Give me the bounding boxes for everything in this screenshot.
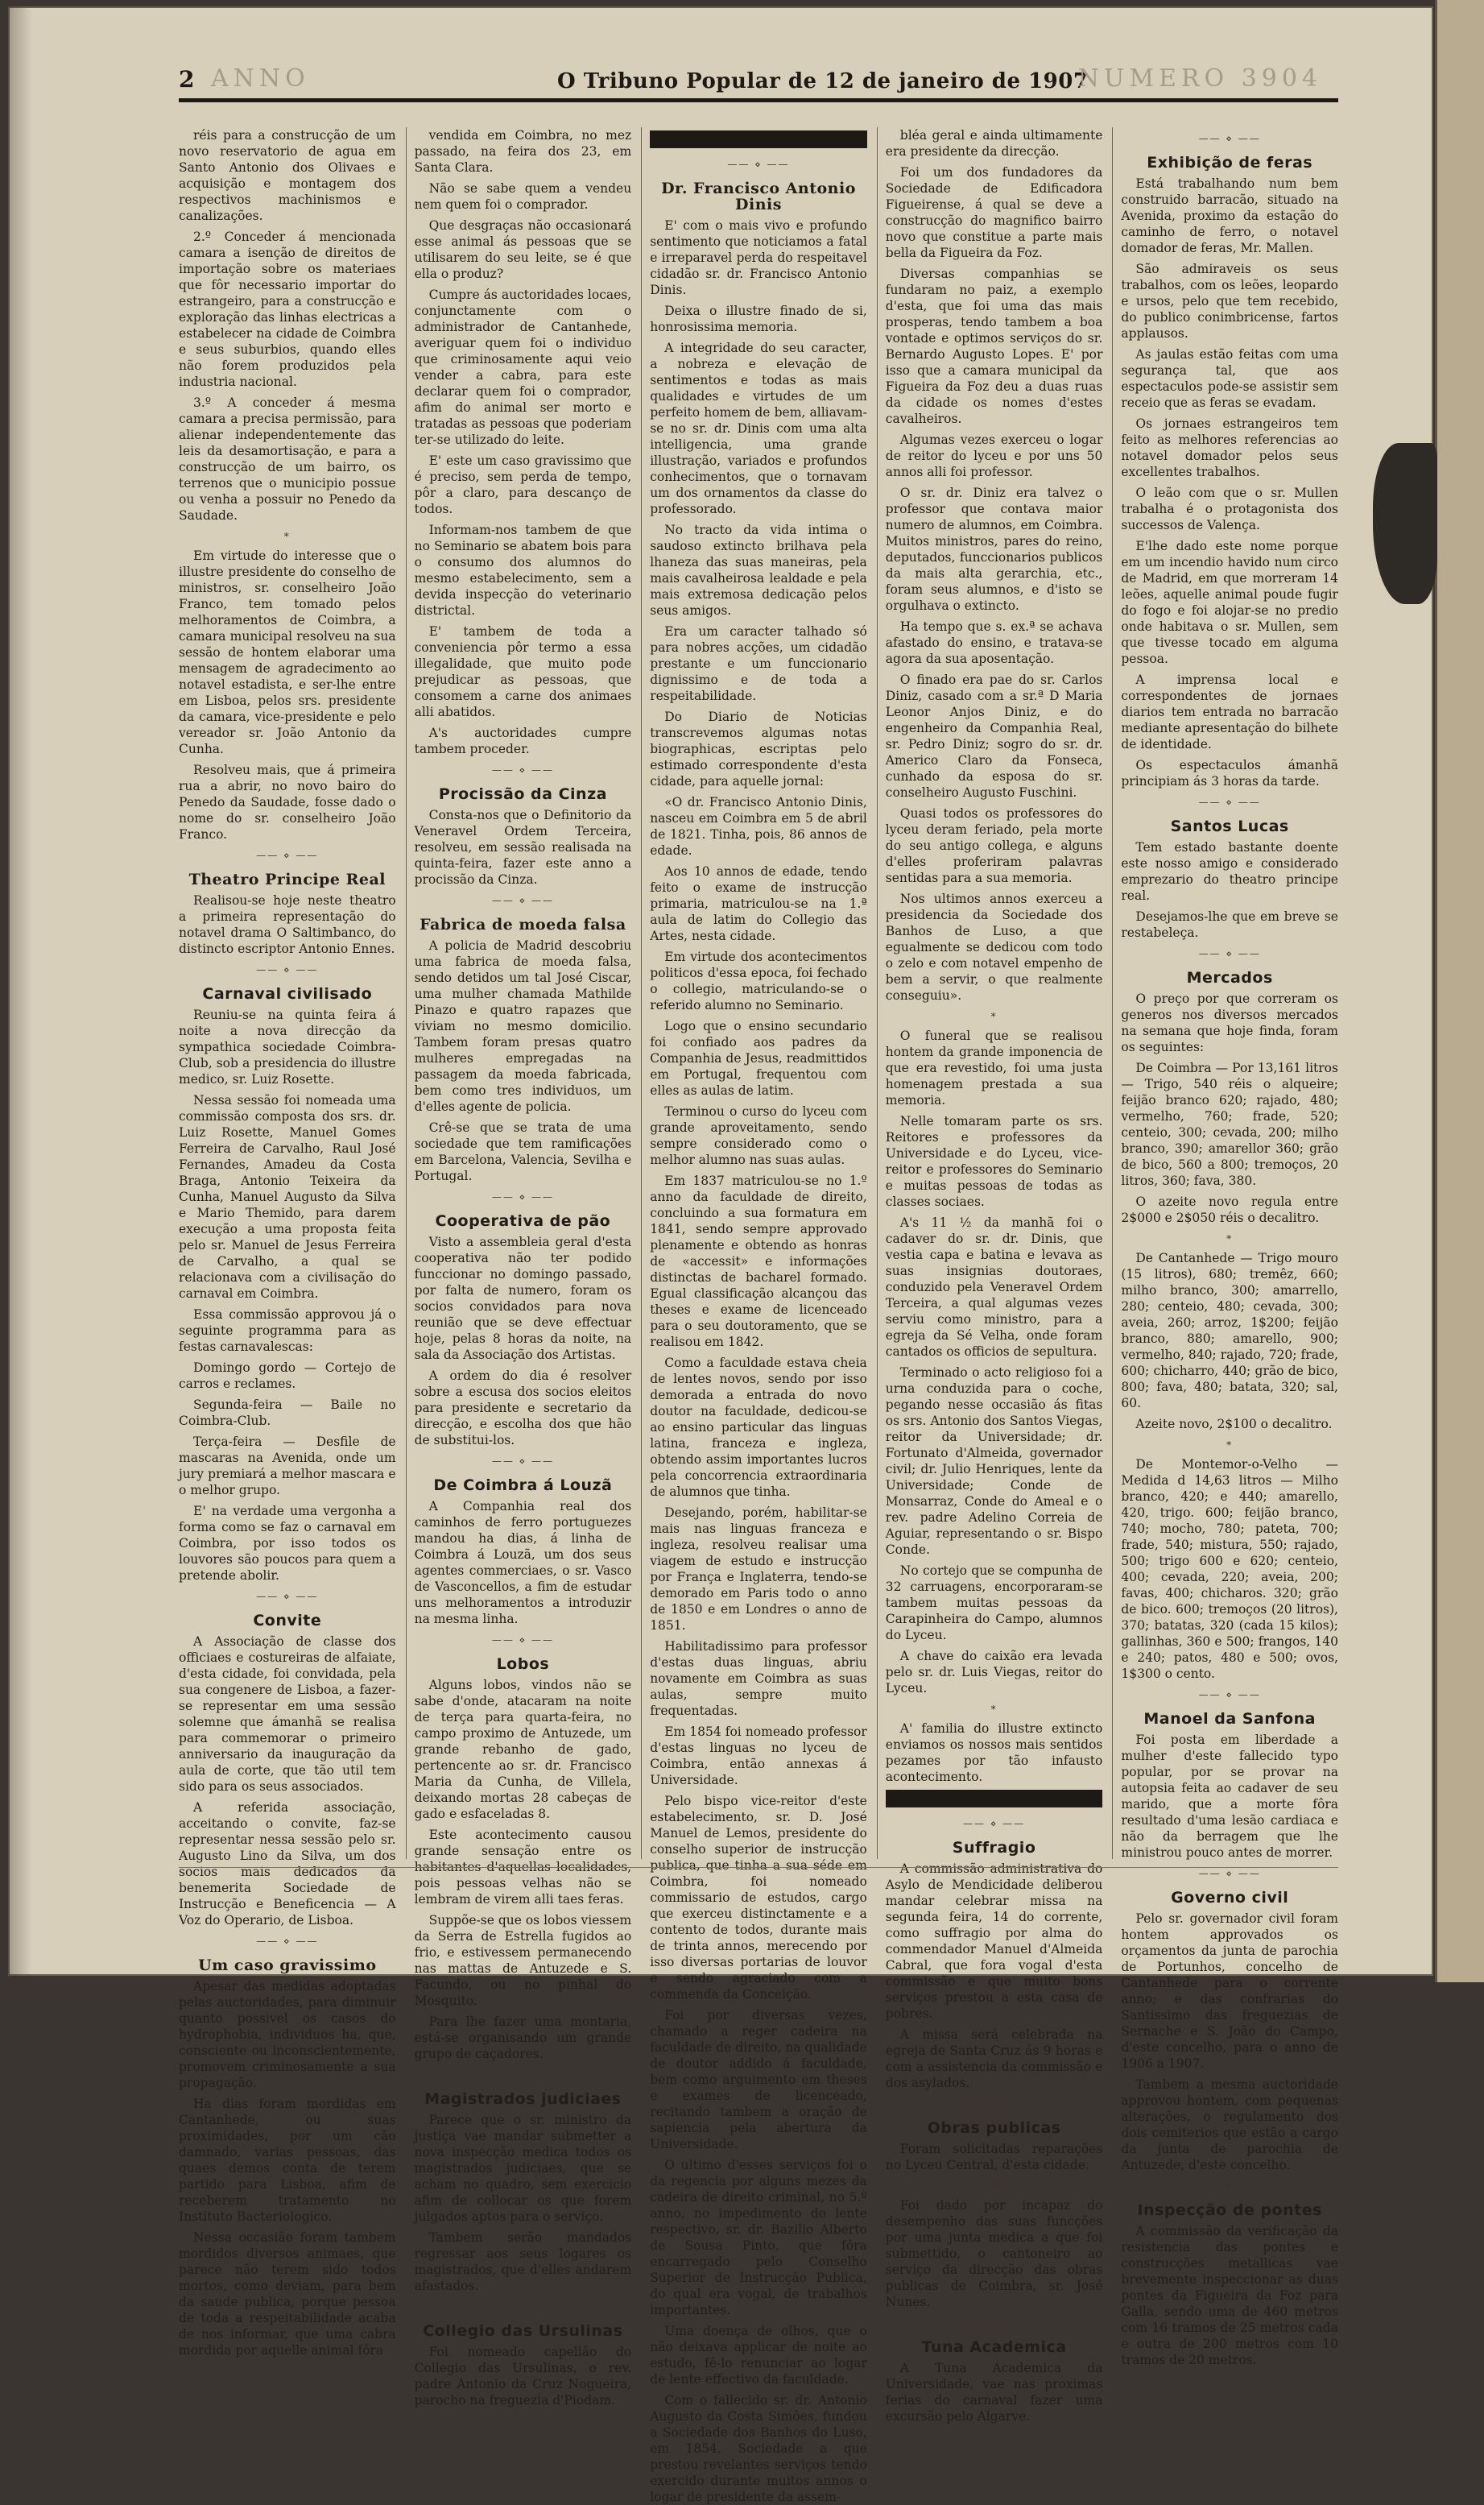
paragraph: Para lhe fazer uma montaria, está-se organisando um grande grupo de caçadores. bbox=[414, 2014, 632, 2061]
paragraph: Algumas vezes exerceu o logar de reitor do lyceu e por uns 50 annos alli foi professor. bbox=[885, 433, 1103, 479]
section-ornament: * bbox=[1226, 1439, 1234, 1451]
paragraph: Nos ultimos annos exerceu a presidencia da Sociedade dos Banhos de Luso, a que egualmente se dedicou com todo o zelo e com notavel empenho de bem a servir, o que realmente conseguiu». bbox=[885, 892, 1103, 1003]
paragraph: Desejamos-lhe que em breve se restabeleça. bbox=[1121, 909, 1338, 940]
footer-rule bbox=[179, 1867, 1338, 1868]
paragraph: O azeite novo regula entre 2$000 e 2$050 réis o decalitro. bbox=[1121, 1195, 1338, 1225]
paragraph: Foram solicitadas reparações no Lyceu Central, d'esta cidade. bbox=[885, 2142, 1103, 2172]
article-heading: Inspecção de pontes bbox=[1137, 2201, 1322, 2219]
heading-ornament: —— ⋄ —— bbox=[491, 2301, 554, 2312]
paragraph: E' tambem de toda a conveniencia pôr termo a essa illegalidade, que muito pode prejudicar as pessoas, que consomem a carne dos animaes alli abatidos. bbox=[414, 624, 632, 719]
section-ornament: * bbox=[1226, 1233, 1234, 1244]
bleed-through-text-left: ANNO bbox=[211, 64, 310, 93]
paragraph: O ultimo d'esses serviços foi o da regencia por alguns mezes da cadeira de direito criminal, no 5.º anno, no impedimento do lente respectivo, sr. dr. Bazilio Alberto de Sousa Pinto, que fôra encarregado pelo Conselho Superior de Instrucção Publica, do qual era vogal, de trabalhos importantes. bbox=[650, 2158, 867, 2317]
article-heading: Obras publicas bbox=[927, 2119, 1061, 2137]
paragraph: Crê-se que se trata de uma sociedade que tem ramificações em Barcelona, Valencia, Sevilha e Portugal. bbox=[414, 1120, 632, 1183]
paragraph: Em virtude do interesse que o illustre presidente do conselho de ministros, sr. conselheiro João Franco, tem tomado pelos melhoramentos de Coimbra, a camara municipal resolveu na sua sessão de hontem elaborar uma mensagem de agradecimento ao notavel estadista, e ser-lhe entre em Lisboa, pelos srs. presidente da camara, vice-presidente e pelo vereador sr. João Antonio da Cunha. bbox=[179, 549, 396, 756]
header-rule bbox=[179, 98, 1338, 102]
paragraph: Aos 10 annos de edade, tendo feito o exame de instrucção primaria, matriculou-se na 1.ª aula de latim do Collegio das Artes, nesta cidade. bbox=[650, 864, 867, 943]
paragraph: A Associação de classe dos officiaes e costureiras de alfaiate, d'esta cidade, foi convidada, pela sua congenere de Lisboa, a fazer-se representar em uma sessão solemne que ámanhã se realisa para commemorar o primeiro anniversario da inauguração da aula de corte, que tão util tem sido para os seus associados. bbox=[179, 1634, 396, 1794]
paragraph: A ordem do dia é resolver sobre a escusa dos socios eleitos para presidente e secretario da direcção, e escolha dos que hão de substitui-los. bbox=[414, 1368, 632, 1447]
paragraph: Terminou o curso do lyceu com grande aproveitamento, sendo sempre considerado como o melhor alumno nas suas aulas. bbox=[650, 1104, 867, 1167]
paragraph: Em virtude dos acontecimentos politicos d'essa epoca, foi fechado o collegio, matriculando-se o referido alumno no Seminario. bbox=[650, 950, 867, 1012]
page-fold-shadow bbox=[8, 6, 32, 1976]
paragraph: A referida associação, acceitando o convite, faz-se representar nessa sessão pelo sr. Augusto Lino da Silva, um dos socios mais dedicados da benemerita Sociedade de Instrucção e Beneficencia — A Voz do Operario, de Lisboa. bbox=[179, 1800, 396, 1927]
section-ornament: * bbox=[990, 1011, 998, 1022]
paragraph: A commissão da verificação da resistencia das pontes e construcções metallicas vae brevemente inspeccionar as duas pontes da Figueira da Foz para Galla, sendo uma de 460 metros com 16 tramos de 25 metros cada e outra de 200 metros com 10 tramos de 20 metros. bbox=[1121, 2224, 1338, 2367]
paragraph: Essa commissão approvou já o seguinte programma para as festas carnavalescas: bbox=[179, 1307, 396, 1354]
paragraph: Azeite novo, 2$100 o decalitro. bbox=[1135, 1417, 1333, 1431]
paragraph: A commissão administrativa do Asylo de Mendicidade deliberou mandar celebrar missa na segunda feira, 14 do corrente, como suffragio por alma do commendador Manuel d'Almeida Cabral, que fora vogal d'esta commissão e que muito bons serviços prestou a esta casa de pobres. bbox=[885, 1861, 1103, 2021]
paragraph: Apesar das medidas adoptadas pelas auctoridades, para diminuir quanto possivel os casos do hydrophobia, individuos ha, que, consciente ou inconscientemente, promovem criminosamente a sua propagação. bbox=[179, 1979, 396, 2090]
paragraph: A's 11 ½ da manhã foi o cadaver do sr. dr. Dinis, que vestia capa e batina e levava as suas insignias doutoraes, conduzido pela Veneravel Ordem Terceira, a qual algumas vezes serviu como ministro, para a egreja da Sé Velha, onde foram cantados os officios de sepultura. bbox=[885, 1215, 1103, 1359]
paragraph: Tambem serão mandados regressar aos seus logares os magistrados, que d'elles andarem afastados. bbox=[414, 2230, 632, 2293]
article-heading: Exhibição de feras bbox=[1147, 154, 1313, 172]
paragraph: Reuniu-se na quinta feira á noite a nova direcção da sympathica sociedade Coimbra-Club, sob a presidencia do illustre medico, sr. Luiz Rosette. bbox=[179, 1008, 396, 1087]
paragraph: Em 1837 matriculou-se no 1.º anno da faculdade de direito, concluindo a sua formatura em 1841, sendo sempre approvado plenamente e obtendo as honras de «accessit» e informações distinctas de bacharel formado. Egual classificação alcançou das theses e exame de licenceado para o seu doutoramento, que se realisou em 1842. bbox=[650, 1174, 867, 1349]
paragraph: Com o fallecido sr. dr. Antonio Augusto da Costa Simões, fundou a Sociedade dos Banhos do Luso, em 1854, Sociedade a que prestou revelantes serviços tendo exercido durante muitos annos o logar de presidente da assem- bbox=[650, 2393, 867, 2504]
heading-ornament: —— ⋄ —— bbox=[1198, 2180, 1261, 2192]
paragraph: Desejando, porém, habilitar-se mais nas linguas franceza e ingleza, resolveu realisar uma viagem de estudo e instrucção por França e Inglaterra, tendo-se demorado em Paris todo o anno de 1850 e em Londres o anno de 1851. bbox=[650, 1505, 867, 1633]
paragraph: Os jornaes estrangeiros tem feito as melhores referencias ao notavel domador pelos seus excellentes trabalhos. bbox=[1121, 416, 1338, 479]
paragraph: réis para a construcção de um novo reservatorio de agua em Santo Antonio dos Olivaes e acquisição e montagem dos respectivos machinismos e canalizações. bbox=[179, 128, 396, 223]
paragraph: De Montemor-o-Velho — Medida d 14,63 litros — Milho branco, 420; e 440; amarello, 420, trigo. 600; feijão branco, 740; mocho, 780; pateta, 700; frade, 540; mistura, 550; rajado, 500; trigo 600 e 620; centeio, 400; cevada, 220; aveia, 200; favas, 400; chicharos. 320; grão de bico. 600; tremoços (20 litros), 370; batatas, 320 (cada 15 kilos); gallinhas, 360 e 500; frangos, 140 e 240; patos, 480 e 500; ovos, 1$300 o cento. bbox=[1121, 1457, 1338, 1681]
paragraph: Ha dias foram mordidas em Cantanhede, ou suas proximidades, por um cão damnado, varias pessoas, das quaes demos conta de terem partido para Lisboa, afim de receberem tratamento no Instituto Bacteriologico. bbox=[179, 2097, 396, 2224]
adjacent-page-edge bbox=[1435, 0, 1484, 1982]
heading-ornament: —— ⋄ —— bbox=[1198, 797, 1261, 808]
paragraph: Que desgraças não occasionará esse animal ás pessoas que se utilisarem do seu leite, se é que ella o produz? bbox=[414, 218, 632, 281]
paragraph: Terminado o acto religioso foi a urna conduzida para o coche, pegando nesse occasião ás fitas os srs. Antonio dos Santos Viegas, reitor da Universidade; dr. Fortunato d'Almeida, governador civil; dr. Julio Henriques, lente da Universidade; Conde de Monsarraz, Conde do Ameal e o rev. padre Adelino Correia de Aguiar, representando o sr. Bispo Conde. bbox=[885, 1365, 1103, 1557]
paragraph: A Tuna Academica da Universidade, vae nas proximas ferias do carnaval fazer uma excursão pelo Algarve. bbox=[885, 2361, 1103, 2424]
paragraph: Segunda-feira — Baile no Coimbra-Club. bbox=[179, 1397, 396, 1428]
paragraph: Cumpre ás auctoridades locaes, conjunctamente com o administrador de Cantanhede, averiguar quem foi o individuo que criminosamente aqui veio vender a cabra, para este declarar quem foi o comprador, afim do animal ser morto e tratadas as pessoas que poderiam ter-se utilizado do leite. bbox=[414, 288, 632, 447]
article-heading: Fabrica de moeda falsa bbox=[420, 916, 626, 934]
article-heading: Cooperativa de pão bbox=[435, 1212, 611, 1230]
paragraph: Nessa sessão foi nomeada uma commissão composta dos srs. dr. Luiz Rosette, Manuel Gomes Ferreira de Carvalho, Raul José Fernandes, Amadeu da Costa Braga, Antonio Teixeira da Cunha, Manuel Augusto da Silva e Mario Themido, para darem execução a uma proposta feita pelo sr. Manuel de Jesus Ferreira de Carvalho, a qual se relacionava com a civilisação do carnaval em Coimbra. bbox=[179, 1093, 396, 1301]
paragraph: «O dr. Francisco Antonio Dinis, nasceu em Coimbra em 5 de abril de 1821. Tinha, pois, 86 annos de edade. bbox=[650, 795, 867, 858]
paragraph: Logo que o ensino secundario foi confiado aos padres da Companhia de Jesus, readmittidos em Portugal, frequentou com elles as aulas de latim. bbox=[650, 1019, 867, 1098]
article-heading: Theatro Principe Real bbox=[188, 871, 387, 888]
heading-ornament: —— ⋄ —— bbox=[1198, 133, 1261, 144]
paragraph: Tem estado bastante doente este nosso amigo e considerado emprezario do theatro principe real. bbox=[1121, 840, 1338, 903]
paragraph: Era um caracter talhado só para nobres acções, um cidadão prestante e um funccionario dignissimo e de toda a respeitabilidade. bbox=[650, 624, 867, 703]
section-ornament: * bbox=[990, 2180, 998, 2192]
paragraph: De Cantanhede — Trigo mouro (15 litros), 680; tremêz, 660; milho branco, 300; amarrello, 280; centeio, 480; cevada, 300; aveia, 260; arroz, 1$200; feijão branco, 880; amarello, 900; vermelho, 840; rajado, 720; frade, 600; chicharro, 440; grão de bico, 800; fava, 480; batata, 320; sal, 60. bbox=[1121, 1251, 1338, 1410]
paragraph: Parece que o sr. ministro da justiça vae mandar submetter a nova inspecção medica todos os magistrados judiciaes, que se acham no quadro, sem exercicio afim de collocar os que forem julgados aptos para o serviço. bbox=[414, 2113, 632, 2224]
article-heading: Santos Lucas bbox=[1170, 818, 1289, 835]
column-1 bbox=[179, 127, 396, 2358]
paragraph: 3.º A conceder á mesma camara a precisa permissão, para alienar independentemente das leis da desamortisação, e para a construcção de um bairro, os terrenos que o municipio possue ou venha a possuir no Penedo da Saudade. bbox=[179, 395, 396, 523]
paragraph: Pelo bispo vice-reitor d'este estabelecimento, sr. D. José Manuel de Lemos, presidente do conselho superior de instrucção publica, que tinha a sua séde em Coimbra, foi nomeado commissario de estudos, cargo que exerceu distinctamente e a contento de todos, durante mais de trinta annos, merecendo por isso diversas portarias de louvor e sendo agraciado com a commenda da Conceição. bbox=[650, 1794, 867, 2002]
paragraph: O sr. dr. Diniz era talvez o professor que contava maior numero de alumnos, em Coimbra. Muitos ministros, pares do reino, deputados, funccionarios publicos da mais alta gerarchia, etc., foram seus alumnos, e d'isto se orgulhava o extincto. bbox=[885, 486, 1103, 613]
paragraph: No cortejo que se compunha de 32 carruagens, encorporaram-se tambem muitas pessoas da Carapinheira do Campo, alumnos do Lyceu. bbox=[885, 1563, 1103, 1642]
paragraph: Terça-feira — Desfile de mascaras na Avenida, onde um jury premiará a melhor mascara e o melhor grupo. bbox=[179, 1435, 396, 1497]
paragraph: Suppõe-se que os lobos viessem da Serra de Estrella fugidos ao frio, e estivessem permanecendo nas mattas de Antuzede e S. Facundo, ou no pinhal do Mosquito. bbox=[414, 1913, 632, 2008]
heading-ornament: —— ⋄ —— bbox=[963, 2317, 1026, 2329]
heading-ornament: —— ⋄ —— bbox=[256, 1591, 319, 1602]
paragraph: E' este um caso gravissimo que é preciso, sem perda de tempo, pôr a claro, para descanço de todos. bbox=[414, 453, 632, 516]
heading-ornament: —— ⋄ —— bbox=[256, 850, 319, 861]
paragraph: Uma doença de olhos, que o não deixava applicar de noite ao estudo, fê-lo renunciar ao logar de lente effectivo da faculdade. bbox=[650, 2324, 867, 2387]
paragraph: Os espectaculos ámanhã principiam ás 3 horas da tarde. bbox=[1121, 758, 1338, 789]
paragraph: De Coimbra — Por 13,161 litros — Trigo, 540 réis o alqueire; feijão branco 620; rajado, 480; vermelho, 760; frade, 520; centeio, 300; cevada, 200; milho branco, 390; amarellor 360; grão de bico, 560 a 800; tremoços, 20 litros, 360; fava, 380. bbox=[1121, 1061, 1338, 1188]
paragraph: Foi por diversas vezes, chamado a reger cadeira na faculdade de direito, na qualidade de doutor addido á faculdade, bem como arguimento em theses e exames de licenceado, recitando tambem a oração de sapiencia pela abertura da Universidade. bbox=[650, 2008, 867, 2151]
paragraph: O funeral que se realisou hontem da grande imponencia de que era revestido, foi uma justa homenagem prestada a sua memoria. bbox=[885, 1029, 1103, 1108]
masthead: O Tribuno Popular de 12 de janeiro de 1907 bbox=[557, 69, 1089, 93]
paragraph: Habilitadissimo para professor d'estas duas linguas, abriu novamente em Coimbra as suas aulas, sempre muito frequentadas. bbox=[650, 1639, 867, 1718]
paragraph: A' familia do illustre extincto enviamos os nossos mais sentidos pezames por tão infausto acontecimento. bbox=[885, 1721, 1103, 1784]
heading-ornament: —— ⋄ —— bbox=[1198, 948, 1261, 959]
mourning-bar bbox=[886, 1790, 1103, 1807]
paragraph: Ha tempo que s. ex.ª se achava afastado do ensino, e tratava-se agora da sua aposentação. bbox=[885, 619, 1103, 666]
paragraph: Foi posta em liberdade a mulher d'este fallecido typo popular, por se provar na autopsia feita ao cadaver de seu marido, que a morte fôra resultado d'uma lesão cardiaca e não da berragem que lhe ministrou pouco antes de morrer. bbox=[1121, 1733, 1338, 1860]
heading-ornament: —— ⋄ —— bbox=[1198, 1868, 1261, 1879]
paragraph: Tambem a mesma auctoridade approvou hontem, com pequenas alterações, o regulamento dos dois cemiterios que estão a cargo da junta de parochia de Antuzede, d'este concelho. bbox=[1121, 2077, 1338, 2172]
paragraph: O preço por que correram os generos nos diversos mercados na semana que hoje finda, foram os seguintes: bbox=[1121, 992, 1338, 1054]
heading-ornament: —— ⋄ —— bbox=[256, 1936, 319, 1947]
paragraph: A imprensa local e correspondentes de jornaes diarios tem entrada no barracão mediante apresentação do bilhete de identidade. bbox=[1121, 673, 1338, 752]
heading-ornament: —— ⋄ —— bbox=[963, 1818, 1026, 1829]
mourning-bar bbox=[650, 130, 867, 148]
article-heading: Procissão da Cinza bbox=[438, 785, 607, 803]
article-heading: Magistrados judiciaes bbox=[424, 2090, 622, 2108]
paragraph: São admiraveis os seus trabalhos, com os leões, leopardo e ursos, pelo que tem recebido, do publico conimbricense, fartos applausos. bbox=[1121, 262, 1338, 341]
paragraph: Nelle tomaram parte os srs. Reitores e professores da Universidade e do Lyceu, vice-reitor e professores do Seminario e muitas pessoas de todas as classes sociaes. bbox=[885, 1114, 1103, 1209]
paragraph: Informam-nos tambem de que no Seminario se abatem bois para o consumo dos alumnos do mesmo estabelecimento, sem a devida inspecção do veterinario districtal. bbox=[414, 523, 632, 618]
paragraph: Pelo sr. governador civil foram hontem approvados os orçamentos da junta de parochia de Portunhos, concelho de Cantanhede para o corrente anno; e das confrarias do Santissimo das freguezias de Sernache e S. João do Campo, d'este concelho, para o anno de 1906 a 1907. bbox=[1121, 1911, 1338, 2071]
paragraph: Domingo gordo — Cortejo de carros e reclames. bbox=[179, 1360, 396, 1391]
paragraph: A policia de Madrid descobriu uma fabrica de moeda falsa, sendo detidos um tal José Ciscar, uma mulher chamada Mathilde Pinazo e quatro rapazes que viviam no mesmo domicilio. Tambem foram presas quatro mulheres empregadas na passagem da moeda fabricada, bem como tres individuos, um d'elles agente de policia. bbox=[414, 938, 632, 1114]
paragraph: Foi um dos fundadores da Sociedade de Edificadora Figueirense, á qual se deve a construcção do magnifico bairro novo que constitue a parte mais bella da Figueira da Foz. bbox=[885, 165, 1103, 260]
torn-paper-damage bbox=[1373, 443, 1437, 604]
heading-ornament: —— ⋄ —— bbox=[491, 764, 554, 776]
heading-ornament: —— ⋄ —— bbox=[491, 1634, 554, 1646]
paragraph: Visto a assembleia geral d'esta cooperativa não ter podido funccionar no domingo passado, por falta de numero, foram os socios convidados para nova reunião que se deve effectuar hoje, pelas 8 horas da noite, na sala da Associação dos Artistas. bbox=[414, 1235, 632, 1362]
paragraph: A missa será celebrada na egreja de Santa Cruz ás 9 horas e com a assistencia da commissão e dos asylados. bbox=[885, 2027, 1103, 2090]
paragraph: 2.º Conceder á mencionada camara a isenção de direitos de importação sobre os materiaes que fôr necessario importar do estrangeiro, para a construcção e exploração das linhas electricas a estabelecer na cidade de Coimbra e seus suburbios, quando elles não forem produzidos pela industria nacional. bbox=[179, 230, 396, 389]
paragraph: E'lhe dado este nome porque em um incendio havido num circo de Madrid, em que morreram 14 leões, aquelle animal poude fugir do fogo e foi alojar-se no predio onde habitava o sr. Mullen, sem que tivesse tocado em alguma pessoa. bbox=[1121, 539, 1338, 666]
paragraph: Foi nomeado capellão do Collegio das Ursulinas, o rev. padre Antonio da Cruz Nogueira, parocho na freguezia d'Piodam. bbox=[414, 2345, 632, 2408]
article-heading: Manoel da Sanfona bbox=[1143, 1710, 1316, 1728]
article-heading: Convite bbox=[253, 1612, 322, 1629]
article-heading: Suffragio bbox=[952, 1839, 1036, 1857]
heading-ornament: —— ⋄ —— bbox=[491, 895, 554, 906]
column-3 bbox=[641, 127, 867, 2504]
paragraph: vendida em Coimbra, no mez passado, na feira dos 23, em Santa Clara. bbox=[414, 128, 632, 175]
paragraph: Resolveu mais, que á primeira rua a abrir, no novo bairo do Penedo da Saudade, fosse dado o nome do sr. conselheiro João Franco. bbox=[179, 763, 396, 842]
heading-ornament: —— ⋄ —— bbox=[963, 2098, 1026, 2110]
paragraph: O finado era pae do sr. Carlos Diniz, casado com a sr.ª D Maria Leonor Anjos Diniz, e do engenheiro da Companhia Real, sr. Pedro Diniz; sogro do sr. dr. Americo Claro da Fonseca, cunhado da esposa do sr. conselheiro Augusto Fuschini. bbox=[885, 673, 1103, 800]
heading-ornament: —— ⋄ —— bbox=[491, 1191, 554, 1203]
article-heading: Um caso gravissimo bbox=[198, 1956, 377, 1974]
article-heading: Dr. Francisco Antonio Dinis bbox=[661, 180, 856, 213]
article-heading: Lobos bbox=[496, 1655, 550, 1673]
paragraph: A's auctoridades cumpre tambem proceder. bbox=[414, 726, 632, 756]
article-heading: Carnaval civilisado bbox=[202, 985, 373, 1003]
page-number: 2 bbox=[179, 66, 195, 93]
heading-ornament: —— ⋄ —— bbox=[491, 2069, 554, 2081]
bleed-through-text-right: NUMERO 3904 bbox=[1077, 64, 1322, 93]
article-heading: Tuna Academica bbox=[921, 2338, 1067, 2356]
paragraph: Realisou-se hoje neste theatro a primeira representação do notavel drama O Saltimbanco, do distincto escriptor Antonio Ennes. bbox=[179, 893, 396, 956]
paragraph: A integridade do seu caracter, a nobreza e elevação de sentimentos e todas as mais qualidades e virtudes de um perfeito homem de bem, alliavam-se no sr. dr. Dinis com uma alta intelligencia, uma grande illustração, variados e profundos conhecimentos, que o tornavam um dos ornamentos da classe do professorado. bbox=[650, 341, 867, 516]
paragraph: Quasi todos os professores do lyceu deram feriado, pela morte do seu antigo collega, e alguns d'elles proferiram palavras sentidas para a sua memoria. bbox=[885, 806, 1103, 885]
paragraph: Consta-nos que o Definitorio da Veneravel Ordem Terceira, resolveu, em sessão realisada na quinta-feira, fazer este anno a procissão da Cinza. bbox=[414, 808, 632, 887]
paragraph: bléa geral e ainda ultimamente era presidente da direcção. bbox=[885, 128, 1103, 159]
paragraph: Está trabalhando num bem construido barracão, situado na Avenida, proximo da estação do caminho de ferro, o notavel domador de feras, Mr. Mallen. bbox=[1121, 176, 1338, 255]
paragraph: As jaulas estão feitas com uma segurança tal, que aos espectaculos pode-se assistir sem receio que as feras se evadam. bbox=[1121, 347, 1338, 410]
paragraph: No tracto da vida intima o saudoso extincto brilhava pela lhaneza das suas maneiras, pela mais cavalheirosa lealdade e pela mais extremosa dedicação pelos seus amigos. bbox=[650, 523, 867, 618]
article-heading: Collegio das Ursulinas bbox=[423, 2322, 623, 2340]
article-heading: Governo civil bbox=[1171, 1889, 1289, 1907]
heading-ornament: —— ⋄ —— bbox=[1198, 1689, 1261, 1700]
column-5 bbox=[1112, 127, 1338, 2367]
paragraph: Nessa occasião foram tambem mordidos diversos animaes, que parece não terem sido todos mortos, como deviam, para bem da saude publica, porque pessoa de toda a respeitabilidade acaba de nos informar, que uma cabra mordida por aquelle animal fôra bbox=[179, 2230, 396, 2358]
paragraph: Como a faculdade estava cheia de lentes novos, sendo por isso demorada a entrada do novo doutor na faculdade, dedicou-se ao ensino particular das linguas latina, franceza e ingleza, obtendo assim importantes lucros pela concorrencia extraordinaria de alumnos que tinha. bbox=[650, 1356, 867, 1499]
paragraph: E' na verdade uma vergonha a forma como se faz o carnaval em Coimbra, por isso todos os louvores são poucos para quem a pretende abolir. bbox=[179, 1504, 396, 1583]
paragraph: Alguns lobos, vindos não se sabe d'onde, atacaram na noite de terça para quarta-feira, no campo proximo de Antuzede, um grande rebanho de gado, pertencente ao sr. dr. Francisco Maria da Cunha, de Villela, deixando mortas 28 cabeças de gado e esfaceladas 8. bbox=[414, 1678, 632, 1821]
paragraph: Foi dado por incapaz do desempenho das suas funcções por uma junta medica a que foi submettido, o cantoneiro ao serviço da direcção das obras publicas de Coimbra, sr. José Nunes. bbox=[885, 2198, 1103, 2309]
paragraph: Em 1854 foi nomeado professor d'estas linguas no lyceu de Coimbra, então annexas á Universidade. bbox=[650, 1725, 867, 1787]
paragraph: Não se sabe quem a vendeu nem quem foi o comprador. bbox=[414, 181, 632, 212]
section-ornament: * bbox=[283, 531, 291, 542]
paragraph: Deixa o illustre finado de si, honrosissima memoria. bbox=[650, 304, 867, 334]
article-columns bbox=[179, 127, 1338, 2504]
heading-ornament: —— ⋄ —— bbox=[491, 1455, 554, 1467]
article-heading: De Coimbra á Louzã bbox=[433, 1476, 613, 1494]
column-2 bbox=[406, 127, 632, 2408]
article-heading: Mercados bbox=[1186, 969, 1273, 987]
paragraph: Este acontecimento causou grande sensação entre os habitantes d'aquellas localidades, pois pessoas velhas não se lembram de virem alli taes feras. bbox=[414, 1828, 632, 1907]
paragraph: A chave do caixão era levada pelo sr. dr. Luis Viegas, reitor do Lyceu. bbox=[885, 1649, 1103, 1696]
paragraph: Do Diario de Noticias transcrevemos algumas notas biographicas, escriptas pelo estimado correspondente d'esta cidade, para aquelle jornal: bbox=[650, 710, 867, 789]
paragraph: A Companhia real dos caminhos de ferro portuguezes mandou ha dias, á linha de Coimbra á Louzã, um dos seus agentes commerciaes, o sr. Vasco de Vasconcellos, a fim de estudar uns melhoramentos a introduzir na mesma linha. bbox=[414, 1499, 632, 1626]
heading-ornament: —— ⋄ —— bbox=[727, 159, 790, 170]
heading-ornament: —— ⋄ —— bbox=[256, 964, 319, 975]
paragraph: O leão com que o sr. Mullen trabalha é o protagonista dos successos de Valença. bbox=[1121, 486, 1338, 532]
paragraph: E' com o mais vivo e profundo sentimento que noticiamos a fatal e irreparavel perda do respeitavel cidadão sr. dr. Francisco Antonio Dinis. bbox=[650, 218, 867, 297]
column-4 bbox=[877, 127, 1103, 2424]
section-ornament: * bbox=[990, 1704, 998, 1715]
paragraph: Diversas companhias se fundaram no paiz, a exemplo d'esta, que foi uma das mais prosperas, tendo tambem a boa vontade e optimos serviços do sr. Bernardo Augusto Lopes. E' por isso que a camara municipal da Figueira da Foz deu a duas ruas da cidade os nomes d'estes cavalheiros. bbox=[885, 267, 1103, 426]
